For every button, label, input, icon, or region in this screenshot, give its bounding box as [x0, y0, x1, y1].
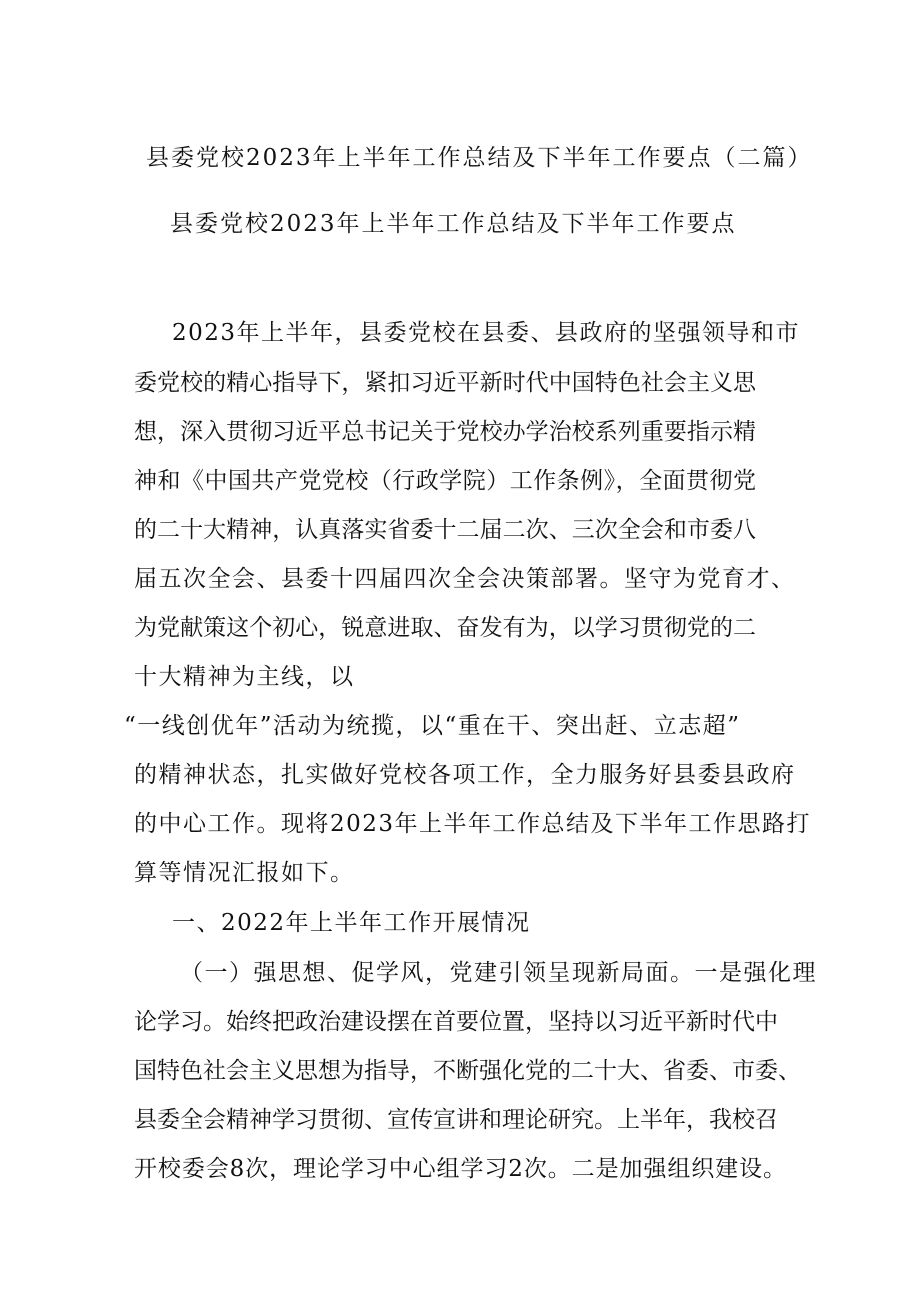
- document-sub-title: 县委党校2023年上半年工作总结及下半年工作要点: [170, 211, 737, 237]
- paragraph-line: （一）强思想、促学风，党建引领呈现新局面。一是强化理: [180, 960, 817, 986]
- paragraph-line: 县委全会精神学习贯彻、宣传宣讲和理论研究。上半年，我校召: [134, 1107, 778, 1133]
- paragraph-line: 国特色社会主义思想为指导，不断强化党的二十大、省委、市委、: [134, 1058, 801, 1084]
- paragraph-line: 委党校的精心指导下，紧扣习近平新时代中国特色社会主义思: [134, 370, 756, 396]
- paragraph-line: 想，深入贯彻习近平总书记关于党校办学治校系列重要指示精: [134, 419, 756, 445]
- section-heading: 一、2022年上半年工作开展情况: [172, 910, 531, 936]
- paragraph-line: 的精神状态，扎实做好党校各项工作，全力服务好县委县政府: [134, 762, 796, 788]
- paragraph-line: “一线创优年”活动为统揽，以“重在干、突出赶、立志超”: [124, 713, 741, 739]
- paragraph-line: 2023年上半年，县委党校在县委、县政府的坚强领导和市: [172, 320, 801, 346]
- paragraph-line: 的中心工作。现将2023年上半年工作总结及下半年工作思路打: [134, 811, 812, 837]
- paragraph-line: 论学习。始终把政治建设摆在首要位置，坚持以习近平新时代中: [134, 1009, 778, 1035]
- paragraph-line: 届五次全会、县委十四届四次全会决策部署。坚守为党育才、: [134, 566, 796, 592]
- paragraph-line: 神和《中国共产党党校（行政学院）工作条例》，全面贯彻党: [134, 468, 756, 494]
- document-main-title: 县委党校2023年上半年工作总结及下半年工作要点（二篇）: [146, 145, 813, 171]
- paragraph-line: 算等情况汇报如下。: [134, 860, 355, 886]
- paragraph-line: 开校委会8次，理论学习中心组学习2次。二是加强组织建设。: [134, 1156, 786, 1182]
- paragraph-line: 的二十大精神，认真落实省委十二届二次、三次全会和市委八: [134, 517, 756, 543]
- paragraph-line: 为党献策这个初心，锐意进取、奋发有为，以学习贯彻党的二: [134, 615, 756, 641]
- paragraph-line: 十大精神为主线，以: [134, 664, 355, 690]
